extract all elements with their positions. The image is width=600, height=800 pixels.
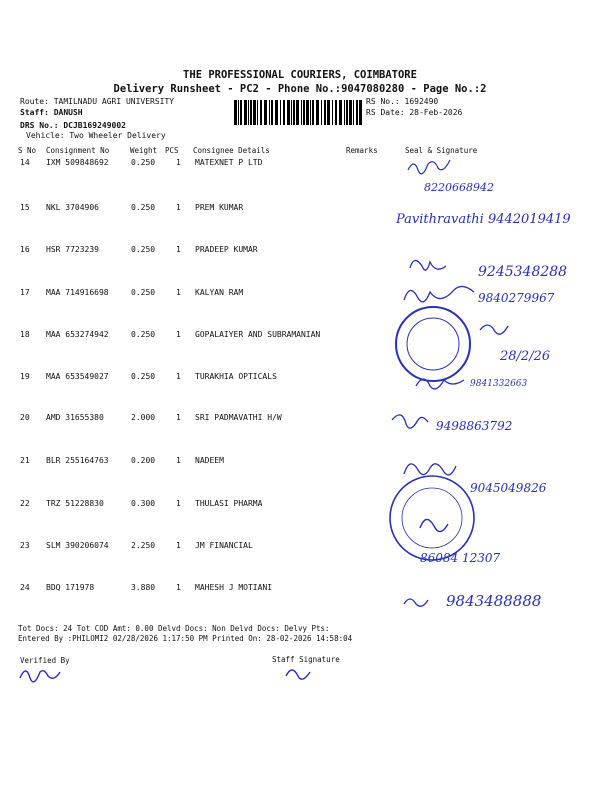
barcode-bar <box>238 100 239 125</box>
table-row <box>0 583 600 597</box>
cell-pcs: 1 <box>176 372 181 381</box>
cell-pcs: 1 <box>176 158 181 167</box>
rs-number: RS No.: 1692490 <box>366 97 439 106</box>
phone-row-21: 9045049826 <box>470 481 547 495</box>
barcode-bar <box>310 100 311 125</box>
seal-stamp-row-18 <box>396 307 470 381</box>
cell-sno: 19 <box>20 372 30 381</box>
barcode-bar <box>353 100 354 125</box>
cell-consignee: JM FINANCIAL <box>195 541 253 550</box>
company-title: THE PROFESSIONAL COURIERS, COIMBATORE <box>183 69 417 81</box>
cell-consignment: BLR 255164763 <box>46 456 109 465</box>
col-consignment: Consignment No <box>46 146 110 155</box>
barcode-bar <box>244 100 247 125</box>
barcode-bar <box>332 100 333 125</box>
cell-sno: 16 <box>20 245 30 254</box>
cell-consignment: IXM 509848692 <box>46 158 109 167</box>
staff-label: Staff: DANUSH <box>20 108 83 117</box>
cell-sno: 22 <box>20 499 30 508</box>
cell-consignment: NKL 3704906 <box>46 203 99 212</box>
cell-consignee: KALYAN RAM <box>195 288 244 297</box>
cell-consignment: HSR 7723239 <box>46 245 99 254</box>
cell-weight: 0.250 <box>131 158 156 167</box>
cell-weight: 2.000 <box>131 413 156 422</box>
cell-consignment: TRZ 51228830 <box>46 499 104 508</box>
cell-consignee: PREM KUMAR <box>195 203 244 212</box>
entered-line: Entered By :PHILOMI2 02/28/2026 1:17:50 PM Printed On: 28-02-2026 14:58:04 <box>18 634 353 643</box>
cell-consignment: MAA 653549027 <box>46 372 109 381</box>
barcode-bar <box>346 100 348 125</box>
cell-consignee: MATEXNET P LTD <box>195 158 263 167</box>
barcode-bar <box>312 100 314 125</box>
barcode-bar <box>296 100 299 125</box>
cell-sno: 14 <box>20 158 30 167</box>
cell-pcs: 1 <box>176 583 181 592</box>
barcode-bar <box>335 100 337 125</box>
verified-signature <box>20 671 60 682</box>
barcode-bar <box>250 100 252 125</box>
table-row <box>0 541 600 555</box>
staff-signature-label: Staff Signature <box>272 655 340 664</box>
cell-weight: 0.250 <box>131 288 156 297</box>
signature-row-24 <box>404 599 428 606</box>
phone-row-17: 9840279967 <box>478 291 555 305</box>
cell-pcs: 1 <box>176 245 181 254</box>
runsheet-subtitle: Delivery Runsheet - PC2 - Phone No.:9047080280 - Page No.:2 <box>113 83 487 95</box>
table-row <box>0 372 600 386</box>
barcode-bar <box>349 100 352 125</box>
barcode-bar <box>327 100 330 125</box>
cell-weight: 0.250 <box>131 203 156 212</box>
totals-line: Tot Docs: 24 Tot COD Amt: 0.00 Delvd Docs: Non Delvd Docs: Delvy Pts: <box>18 624 330 633</box>
cell-pcs: 1 <box>176 288 181 297</box>
barcode-bar <box>359 100 362 125</box>
barcode-bar <box>280 100 281 125</box>
cell-sno: 21 <box>20 456 30 465</box>
cell-pcs: 1 <box>176 330 181 339</box>
barcode-bar <box>287 100 290 125</box>
table-row <box>0 499 600 513</box>
cell-pcs: 1 <box>176 203 181 212</box>
barcode-bar <box>303 100 305 125</box>
cell-weight: 0.300 <box>131 499 156 508</box>
cell-pcs: 1 <box>176 413 181 422</box>
col-remarks: Remarks <box>346 146 378 155</box>
col-sno: S No <box>18 146 37 155</box>
barcode-bar <box>356 100 358 125</box>
cell-consignee: SRI PADMAVATHI H/W <box>195 413 282 422</box>
table-row <box>0 330 600 344</box>
cell-weight: 0.250 <box>131 330 156 339</box>
col-seal: Seal & Signature <box>405 146 478 155</box>
col-consignee: Consignee Details <box>193 146 270 155</box>
barcode-bar <box>260 100 262 125</box>
cell-consignment: SLM 390206074 <box>46 541 109 550</box>
cell-sno: 20 <box>20 413 30 422</box>
cell-sno: 17 <box>20 288 30 297</box>
verified-by-label: Verified By <box>20 656 70 665</box>
col-weight: Weight <box>130 146 158 155</box>
barcode-bar <box>234 100 237 125</box>
barcode-bar <box>257 100 258 125</box>
table-row <box>0 413 600 427</box>
route-label: Route: TAMILNADU AGRI UNIVERSITY <box>20 97 175 106</box>
barcode-bar <box>301 100 302 125</box>
phone-row-24: 9843488888 <box>446 592 542 610</box>
barcode-bar <box>283 100 285 125</box>
cell-consignment: AMD 31655380 <box>46 413 104 422</box>
barcode-bar <box>271 100 273 125</box>
table-row <box>0 203 600 217</box>
table-row <box>0 158 600 172</box>
staff-signature <box>286 670 310 679</box>
barcode-bar <box>344 100 345 125</box>
barcode-bar <box>339 100 342 125</box>
barcode <box>234 100 362 125</box>
cell-pcs: 1 <box>176 541 181 550</box>
rs-date: RS Date: 28-Feb-2026 <box>366 108 463 117</box>
phone-row-16: 9245348288 <box>478 264 568 280</box>
cell-sno: 15 <box>20 203 30 212</box>
cell-consignee: TURAKHIA OPTICALS <box>195 372 277 381</box>
barcode-bar <box>248 100 249 125</box>
date-row-18: 28/2/26 <box>500 349 551 364</box>
table-row <box>0 245 600 259</box>
drs-number: DRS No.: DCJB169249002 <box>20 121 126 130</box>
barcode-bar <box>324 100 326 125</box>
barcode-bar <box>253 100 256 125</box>
cell-weight: 2.250 <box>131 541 156 550</box>
cell-consignee: THULASI PHARMA <box>195 499 263 508</box>
col-pcs: PCS <box>165 146 179 155</box>
signature-row-16 <box>410 260 446 270</box>
phone-row-19: 9841332663 <box>470 379 528 389</box>
cell-consignee: GOPALAIYER AND SUBRAMANIAN <box>195 330 321 339</box>
cell-weight: 0.250 <box>131 372 156 381</box>
cell-pcs: 1 <box>176 456 181 465</box>
cell-consignment: MAA 714916698 <box>46 288 109 297</box>
cell-consignment: BDQ 171978 <box>46 583 95 592</box>
table-row <box>0 456 600 470</box>
cell-sno: 24 <box>20 583 30 592</box>
cell-consignment: MAA 653274942 <box>46 330 109 339</box>
barcode-bar <box>291 100 292 125</box>
phone-row-23: 86084 12307 <box>420 551 501 565</box>
cell-weight: 0.200 <box>131 456 156 465</box>
cell-weight: 3.880 <box>131 583 156 592</box>
barcode-bar <box>316 100 319 125</box>
phone-row-15: Pavithravathi 9442019419 <box>396 212 571 227</box>
barcode-bar <box>306 100 309 125</box>
phone-row-20: 9498863792 <box>436 419 513 433</box>
barcode-bar <box>293 100 295 125</box>
barcode-bar <box>275 100 278 125</box>
barcode-bar <box>240 100 242 125</box>
table-row <box>0 288 600 302</box>
vehicle-label: Vehicle: Two Wheeler Delivery <box>26 131 166 140</box>
cell-sno: 18 <box>20 330 30 339</box>
cell-consignee: NADEEM <box>195 456 224 465</box>
barcode-bar <box>264 100 267 125</box>
cell-consignee: PRADEEP KUMAR <box>195 245 258 254</box>
cell-sno: 23 <box>20 541 30 550</box>
cell-consignee: MAHESH J MOTIANI <box>195 583 273 592</box>
barcode-bar <box>321 100 322 125</box>
cell-weight: 0.250 <box>131 245 156 254</box>
phone-row-14: 8220668942 <box>424 181 494 194</box>
barcode-bar <box>269 100 270 125</box>
cell-pcs: 1 <box>176 499 181 508</box>
